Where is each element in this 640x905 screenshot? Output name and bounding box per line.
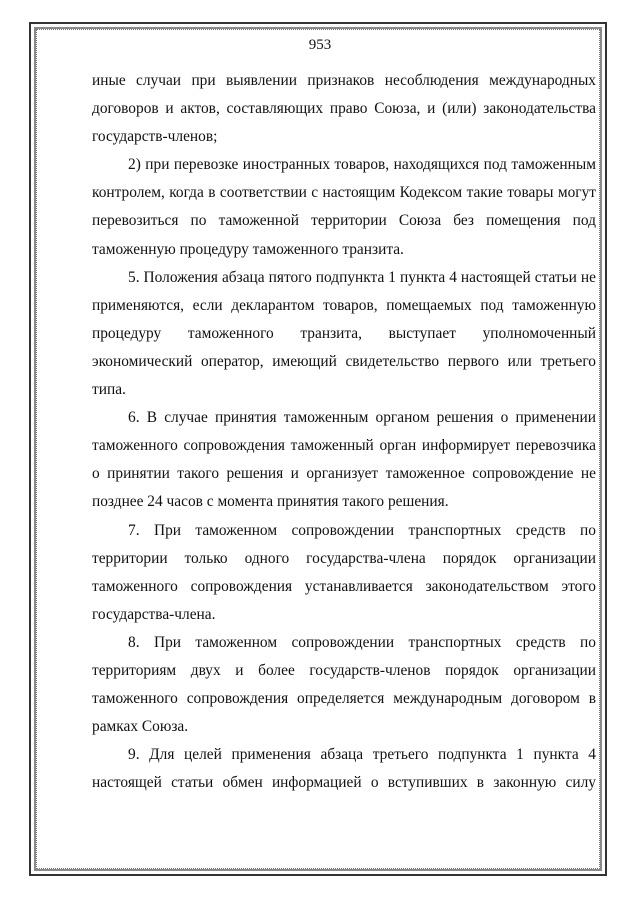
paragraph-item-6: 6. В случае принятия таможенным органом решения о применении таможенного сопровождения таможенный орган информирует перевозчика о принятии такого решения и организует таможенное сопровождение не позднее 24 часов с момента принятия такого решения.	[92, 409, 596, 511]
paragraph-item-7: 7. При таможенном сопровождении транспортных средств по территории только одного государства-члена порядок организации таможенного сопровождения устанавливается законодательством этого государства-члена.	[92, 521, 596, 623]
page-number: 953	[308, 37, 332, 53]
paragraph-continuation: иные случаи при выявлении признаков несоблюдения международных договоров и актов, составляющих право Союза, и (или) законодательства государств-членов;	[92, 72, 596, 146]
paragraph-item-9: 9. Для целей применения абзаца третьего подпункта 1 пункта 4 настоящей статьи обмен информацией о вступивших в законную силу	[92, 746, 596, 792]
paragraph-item-5: 5. Положения абзаца пятого подпункта 1 пункта 4 настоящей статьи не применяются, если декларантом товаров, помещаемых под таможенную процедуру таможенного транзита, выступает уполномоченный экономический оператор, имеющий свидетельство первого или третьего типа.	[92, 268, 596, 399]
paragraph-item-8: 8. При таможенном сопровождении транспортных средств по территориям двух и более государств-членов порядок организации таможенного сопровождения определяется международным договором в рамках Союза.	[92, 633, 596, 736]
document-body	[92, 67, 596, 797]
paragraph-subitem-2: 2) при перевозке иностранных товаров, находящихся под таможенным контролем, когда в соответствии с настоящим Кодексом такие товары могут перевозиться по таможенной территории Союза без помещения под таможенную процедуру таможенного транзита.	[92, 156, 596, 258]
